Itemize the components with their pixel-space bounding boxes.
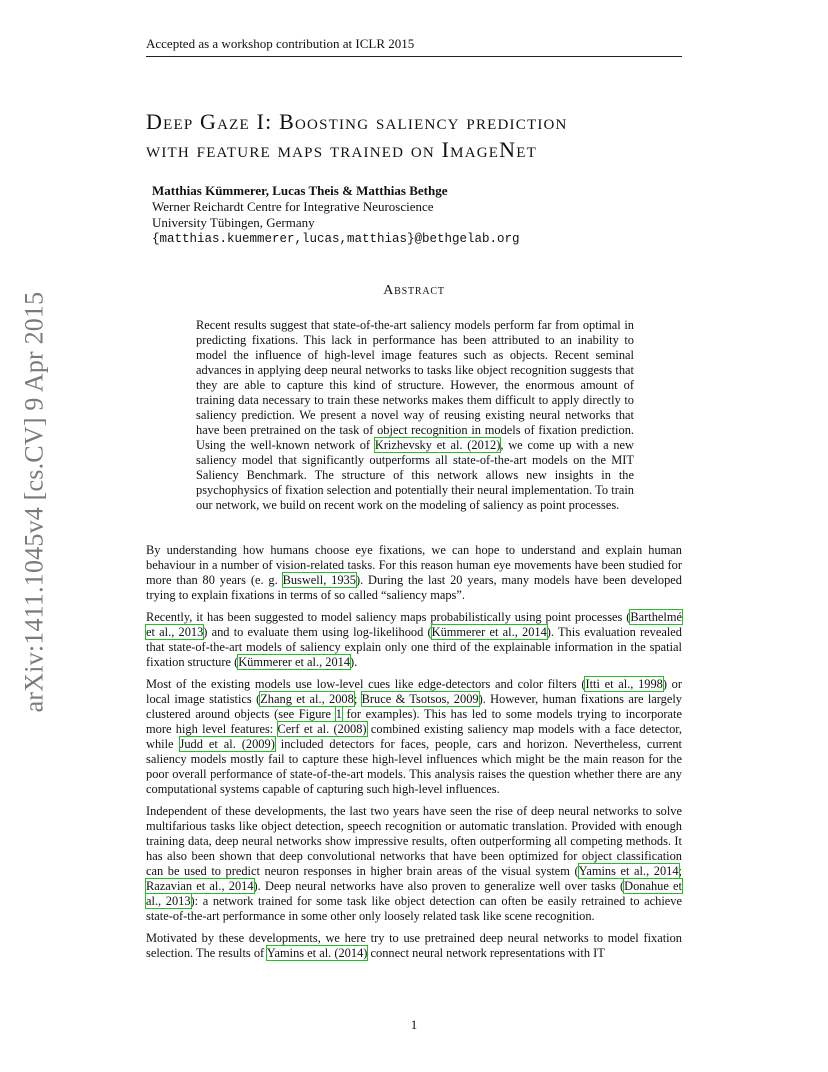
paper-title: [146, 108, 686, 164]
citation-link[interactable]: Buswell, 1935: [282, 573, 356, 587]
author-names: Matthias Kümmerer, Lucas Theis & Matthias Bethge: [152, 183, 448, 198]
paragraph-4: [146, 804, 682, 924]
paragraph-5: [146, 931, 682, 961]
page-number: 1: [410, 1017, 418, 1032]
text-run: connect neural network representations with IT: [367, 946, 605, 960]
affiliation-line-1: Werner Reichardt Centre for Integrative Neuroscience: [152, 199, 434, 214]
citation-link[interactable]: Zhang et al., 2008: [260, 692, 354, 706]
text-run: Motivated by these developments, we here try to use pretrained deep neural networks to model fixation selection. The results of: [146, 931, 682, 960]
text-run: ) or local image statistics (: [146, 677, 682, 706]
paragraph-1: [146, 543, 682, 603]
text-run: Independent of these developments, the last two years have seen the rise of deep neural networks to solve multifarious tasks like object detection, speech recognition or automatic translation. Provided with enough training data, deep neural networks show impressive results, often outperforming all competing methods. It has also been shown that deep convolutional networks that have been optimized for object classification can be used to predict neuron responses in higher brain areas of the visual system (: [146, 804, 682, 878]
title-line-1: Deep Gaze I: Boosting saliency prediction: [146, 109, 568, 134]
text-run: Most of the existing models use low-level cues like edge-detectors and color filters (: [146, 677, 586, 691]
citation-link[interactable]: Barthelmé et al., 2013: [146, 610, 682, 639]
text-run: ). Deep neural networks have also proven to generalize well over tasks (: [253, 879, 625, 893]
text-run: ;: [678, 864, 682, 878]
text-run: ).: [350, 655, 358, 669]
text-run: for examples). This has led to some models trying to incorporate more high level features:: [146, 707, 682, 736]
abstract-heading: Abstract: [383, 283, 445, 298]
author-email: {matthias.kuemmerer,lucas,matthias}@bethgelab.org: [152, 232, 520, 246]
abstract-text-part: Recent results suggest that state-of-the-art saliency models perform far from optimal in predicting fixations. This lack in performance has been attributed to an inability to model the influence of high-level image features such as objects. Recent seminal advances in applying deep neural networks to tasks like object recognition suggests that they are able to capture this kind of structure. However, the enormous amount of training data necessary to train these networks makes them difficult to apply directly to saliency prediction. We present a novel way of reusing existing neural networks that have been pretrained on the task of object recognition in models of fixation prediction. Using the well-known network of: [196, 318, 634, 452]
abstract-text-part: , we come up with a new saliency model that significantly outperforms all state-of-the-art models on the MIT Saliency Benchmark. The structure of this network allows new insights in the psychophysics of fixation selection and potentially their neural implementation. To train our network, we build on recent work on the modeling of saliency as point processes.: [196, 438, 635, 512]
abstract-text: [196, 318, 634, 513]
citation-link[interactable]: Kümmerer et al., 2014: [238, 655, 351, 669]
citation-link[interactable]: Yamins et al. (2014): [266, 946, 368, 960]
citation-link[interactable]: Kümmerer et al., 2014: [431, 625, 547, 639]
citation-link[interactable]: Cerf et al. (2008): [277, 722, 367, 736]
text-run: Recently, it has been suggested to model saliency maps probabilistically using point processes (: [146, 610, 631, 624]
text-run: ;: [353, 692, 362, 706]
text-run: ). During the last 20 years, many models have been developed trying to explain fixations in terms of so called “saliency maps”.: [146, 573, 682, 602]
figure-link[interactable]: 1: [335, 707, 342, 721]
text-run: included detectors for faces, people, cars and horizon. Nevertheless, current saliency models mostly fail to capture these high-level influences which might be the main reason for the poor overall performance of state-of-the-art models. This analysis raises the question whether there are any computational systems capable of capturing such high-level influences.: [146, 737, 682, 796]
paragraph-3: [146, 677, 682, 797]
text-run: ). However, human fixations are largely clustered around objects (see Figure: [146, 692, 682, 721]
citation-link[interactable]: Razavian et al., 2014: [146, 879, 254, 893]
arxiv-stamp: [4, 291, 64, 713]
citation-link[interactable]: Judd et al. (2009): [179, 737, 275, 751]
running-header: Accepted as a workshop contribution at ICLR 2015: [146, 36, 682, 57]
body-text: [146, 543, 682, 968]
citation-link[interactable]: Bruce & Tsotsos, 2009: [361, 692, 479, 706]
paragraph-2: [146, 610, 682, 670]
citation-link[interactable]: Yamins et al., 2014: [578, 864, 679, 878]
citation-link[interactable]: Krizhevsky et al. (2012): [374, 438, 501, 452]
text-run: By understanding how humans choose eye fixations, we can hope to understand and explain human behaviour in a number of vision-related tasks. For this reason human eye movements have been studied for more than 80 years (e. g.: [146, 543, 682, 587]
text-run: ) and to evaluate them using log-likelihood (: [203, 625, 432, 639]
citation-link[interactable]: Itti et al., 1998: [585, 677, 663, 691]
title-line-2: with feature maps trained on ImageNet: [146, 137, 537, 162]
author-block: [152, 183, 520, 247]
citation-link[interactable]: Donahue et al., 2013: [146, 879, 682, 908]
arxiv-stamp-text: arXiv:1411.1045v4 [cs.CV] 9 Apr 2015: [19, 291, 48, 713]
text-run: ): a network trained for some task like object detection can often be easily retrained to achieve state-of-the-art performance in some other only loosely related task like scene recognition.: [146, 894, 682, 923]
text-run: ). This evaluation revealed that state-of-the-art models of saliency explain only one third of the explainable information in the spatial fixation structure (: [146, 625, 682, 669]
affiliation-line-2: University Tübingen, Germany: [152, 215, 315, 230]
text-run: combined existing saliency map models with a face detector, while: [146, 722, 683, 751]
